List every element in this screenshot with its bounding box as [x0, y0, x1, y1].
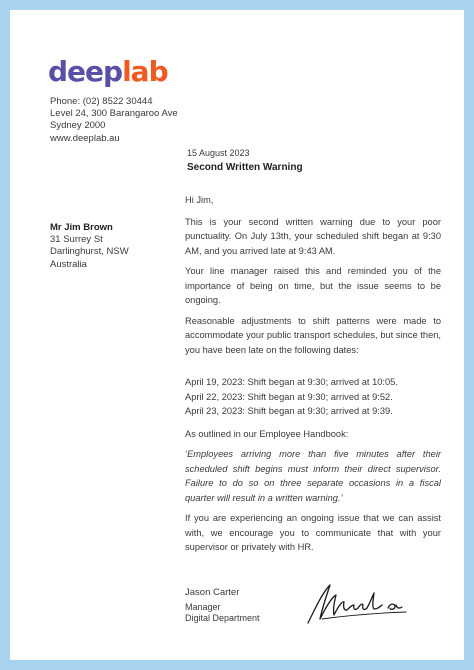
- handwritten-signature: [300, 575, 420, 630]
- paragraph-3: Reasonable adjustments to shift patterns were made to accommodate your public transport schedules, but since then, you have been late on the following dates:: [185, 315, 441, 355]
- sender-contact-block: [50, 96, 178, 145]
- recipient-block: [50, 222, 129, 271]
- recipient-name: Mr Jim Brown: [50, 222, 113, 233]
- paragraph-4: As outlined in our Employee Handbook:: [185, 428, 349, 439]
- letter-body: [185, 193, 441, 561]
- recipient-country: Australia: [50, 258, 87, 270]
- sender-address-line1: Level 24, 300 Barangaroo Ave: [50, 108, 178, 120]
- greeting: Hi Jim,: [185, 195, 214, 205]
- late-dates-list: [185, 375, 441, 419]
- signoff-title: Manager: [185, 601, 221, 612]
- signoff-name: Jason Carter: [185, 587, 240, 598]
- logo-deep-text: deep: [48, 55, 123, 88]
- recipient-street: 31 Surrey St: [50, 234, 103, 246]
- letter-subject: Second Written Warning: [187, 162, 303, 173]
- paragraph-2: Your line manager raised this and reminded you of the importance of being on time, but the issue seems to be ongoing.: [185, 266, 441, 305]
- late-date-item: April 23, 2023: Shift began at 9:30; arrived at 9:39.: [185, 406, 393, 416]
- letter-date: 15 August 2023: [187, 148, 250, 158]
- sender-address-line2: Sydney 2000: [50, 120, 106, 132]
- late-date-item: April 19, 2023: Shift began at 9:30; arrived at 10:05.: [185, 377, 398, 387]
- signoff-block: [185, 587, 260, 625]
- sender-phone: Phone: (02) 8522 30444: [50, 96, 153, 107]
- paragraph-5: If you are experiencing an ongoing issue that we can assist with, we encourage you to communicate that with your supervisor or privately with HR.: [185, 513, 441, 552]
- sender-website: www.deeplab.au: [50, 132, 120, 144]
- deeplab-logo: [48, 55, 168, 88]
- handbook-quote: ‘Employees arriving more than five minutes after their scheduled shift begins must inform their direct supervisor. Failure to do so on three separate occasions in a fiscal quarter will result in a written warning.’: [185, 449, 441, 503]
- paragraph-1: This is your second written warning due to your poor punctuality. On July 13th, your scheduled shift began at 9:30 AM, and you arrived late at 9:43 AM.: [185, 216, 441, 256]
- logo-lab-text: lab: [122, 55, 168, 88]
- late-date-item: April 22, 2023: Shift began at 9:30; arrived at 9:52.: [185, 391, 393, 402]
- signoff-department: Digital Department: [185, 613, 260, 623]
- recipient-suburb: Darlinghurst, NSW: [50, 246, 129, 258]
- letter-page: [10, 10, 464, 660]
